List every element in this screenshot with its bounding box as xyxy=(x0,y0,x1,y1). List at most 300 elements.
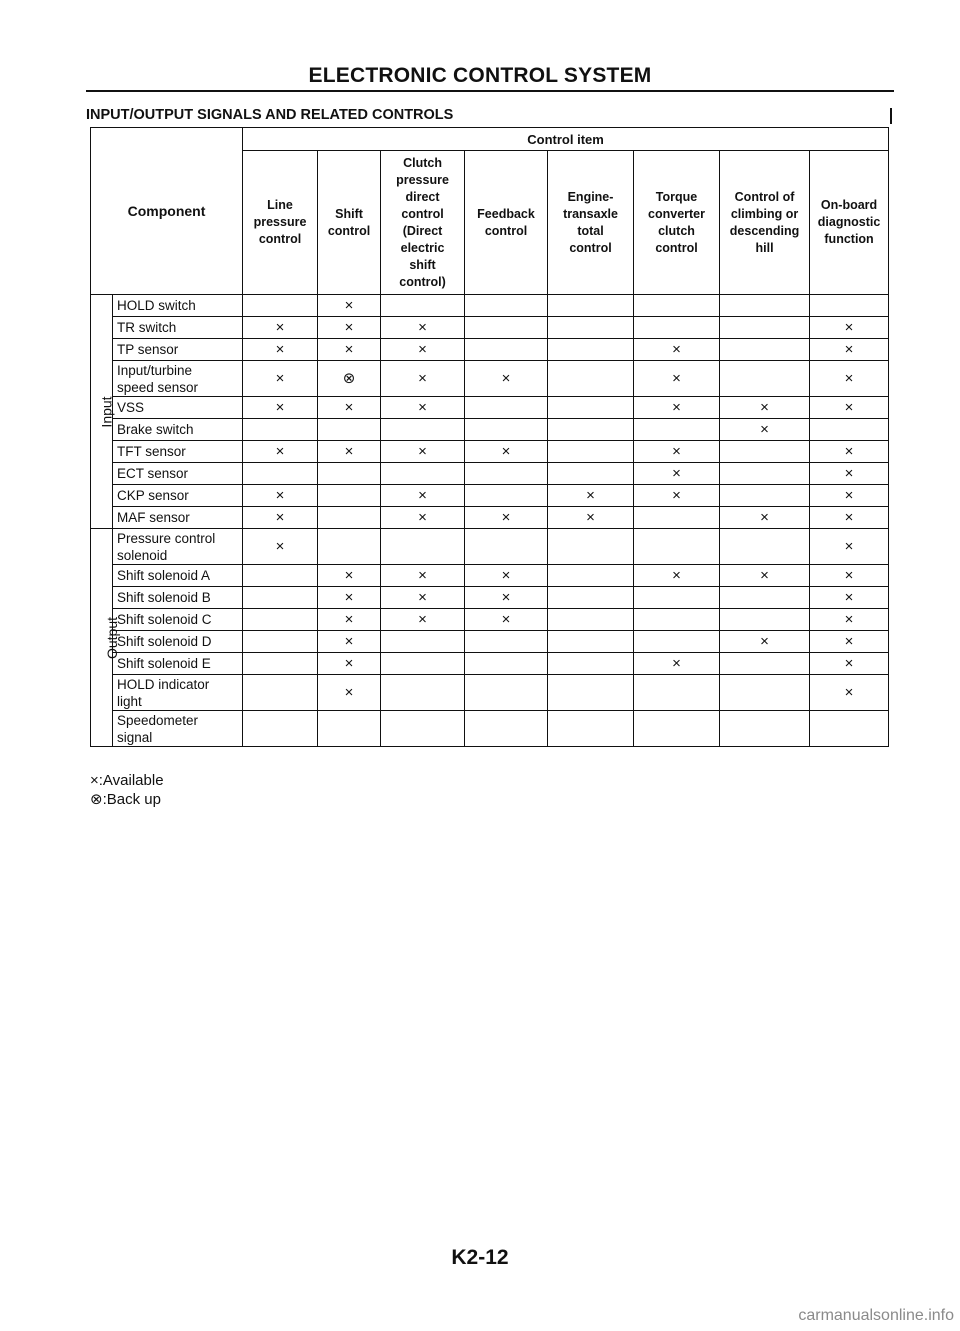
text-line: TR switch xyxy=(117,320,177,335)
table-row xyxy=(91,631,889,653)
table-cell xyxy=(634,565,720,587)
column-header xyxy=(243,151,318,295)
cell-mark: × xyxy=(275,319,285,336)
cell-mark: × xyxy=(501,611,511,628)
cell-mark: × xyxy=(275,370,285,387)
table-cell xyxy=(720,361,810,397)
table-cell xyxy=(720,631,810,653)
cell-mark: × xyxy=(672,370,681,387)
table-cell xyxy=(318,463,381,485)
table-cell xyxy=(634,675,720,711)
component-name xyxy=(113,565,243,587)
component-name xyxy=(113,317,243,339)
text-line: Feedback xyxy=(477,206,535,221)
table-row xyxy=(91,361,889,397)
legend-available xyxy=(90,771,164,790)
title-rule xyxy=(86,90,894,92)
table-row xyxy=(91,397,889,419)
table-cell xyxy=(634,587,720,609)
cell-mark: × xyxy=(760,421,769,438)
cell-mark: × xyxy=(844,443,854,460)
text-line: diagnostic xyxy=(817,215,881,229)
cell-mark: × xyxy=(344,684,354,701)
table-cell xyxy=(634,361,720,397)
table-cell xyxy=(720,339,810,361)
cell-mark: × xyxy=(501,443,511,460)
text-line: transaxle xyxy=(563,206,618,221)
component-name xyxy=(113,609,243,631)
text-line: Shift solenoid A xyxy=(117,568,211,583)
cell-mark: × xyxy=(844,509,854,526)
table-cell xyxy=(720,609,810,631)
table-cell xyxy=(465,419,548,441)
table-cell xyxy=(810,317,889,339)
table-cell xyxy=(548,653,634,675)
table-cell xyxy=(243,675,318,711)
table-cell xyxy=(243,631,318,653)
cell-mark: × xyxy=(418,567,427,584)
component-name xyxy=(113,419,243,441)
group-label-cell xyxy=(91,529,121,747)
cell-mark: × xyxy=(672,341,681,358)
table-cell xyxy=(548,675,634,711)
table-cell xyxy=(548,587,634,609)
table-cell xyxy=(720,463,810,485)
table-cell xyxy=(720,711,810,747)
table-cell xyxy=(810,419,889,441)
cell-mark: × xyxy=(760,567,769,584)
table-cell xyxy=(548,711,634,747)
text-line: control xyxy=(258,232,302,246)
component-name xyxy=(113,711,243,747)
text-line: control) xyxy=(399,274,446,289)
text-line: Pressure control xyxy=(117,530,216,546)
text-line: control xyxy=(484,223,528,238)
cell-mark: × xyxy=(844,465,854,482)
table-cell xyxy=(720,397,810,419)
table-cell xyxy=(548,361,634,397)
cell-mark: × xyxy=(344,633,354,650)
component-name xyxy=(113,463,243,485)
table-cell xyxy=(548,609,634,631)
text-line: TP sensor xyxy=(117,342,179,357)
cell-mark: × xyxy=(672,487,681,504)
cell-mark: × xyxy=(418,443,427,460)
text-line: control xyxy=(655,240,698,255)
cell-mark: × xyxy=(418,509,427,526)
table-cell xyxy=(243,587,318,609)
text-line: Shift solenoid D xyxy=(117,634,212,649)
table-cell xyxy=(810,529,889,565)
cell-mark: × xyxy=(275,443,285,460)
text-line: total xyxy=(577,223,604,238)
table-cell xyxy=(810,507,889,529)
table-cell xyxy=(634,653,720,675)
table-cell xyxy=(465,485,548,507)
table-cell xyxy=(318,397,381,419)
table-cell xyxy=(634,441,720,463)
column-header xyxy=(810,151,889,295)
table-cell xyxy=(465,631,548,653)
table-cell xyxy=(243,361,318,397)
cell-mark: × xyxy=(844,589,854,606)
cell-mark: × xyxy=(672,465,681,482)
table-cell xyxy=(548,441,634,463)
table-cell xyxy=(810,485,889,507)
cell-mark: × xyxy=(418,370,427,387)
cell-mark: × xyxy=(344,443,354,460)
text-line: On-board xyxy=(820,198,878,212)
text-line: MAF sensor xyxy=(117,510,190,525)
table-cell xyxy=(465,361,548,397)
legend xyxy=(90,771,164,809)
table-cell xyxy=(634,317,720,339)
table-row xyxy=(91,565,889,587)
table-cell xyxy=(548,565,634,587)
cell-mark: × xyxy=(275,399,285,416)
text-line: Input/turbine xyxy=(117,362,193,378)
table-cell xyxy=(318,529,381,565)
table-cell xyxy=(548,507,634,529)
page-number: K2-12 xyxy=(451,1246,509,1269)
column-header xyxy=(465,151,548,295)
table-cell xyxy=(548,529,634,565)
table-cell xyxy=(720,529,810,565)
table-cell xyxy=(548,397,634,419)
table-cell xyxy=(381,587,465,609)
table-cell xyxy=(381,631,465,653)
table-cell xyxy=(810,711,889,747)
text-line: CKP sensor xyxy=(117,488,189,503)
table-cell xyxy=(810,441,889,463)
table-cell xyxy=(381,711,465,747)
table-row xyxy=(91,653,889,675)
text-line: control xyxy=(569,240,612,255)
table-cell xyxy=(720,419,810,441)
page-title: ELECTRONIC CONTROL SYSTEM xyxy=(308,64,652,87)
cell-mark: × xyxy=(344,297,354,314)
cell-mark: × xyxy=(672,443,681,460)
component-header: Component xyxy=(91,128,243,295)
text-line: hill xyxy=(755,240,774,255)
legend-symbol: ⊗ xyxy=(90,791,103,808)
table-row xyxy=(91,675,889,711)
table-cell xyxy=(810,587,889,609)
table-cell xyxy=(720,295,810,317)
cell-mark: × xyxy=(672,655,681,672)
table-cell xyxy=(810,361,889,397)
table-cell xyxy=(810,295,889,317)
table-cell xyxy=(634,711,720,747)
text-line: Brake switch xyxy=(117,422,194,437)
cell-mark: × xyxy=(844,319,854,336)
section-heading: INPUT/OUTPUT SIGNALS AND RELATED CONTROLS xyxy=(86,107,454,123)
text-line: Shift solenoid C xyxy=(117,612,212,627)
cell-mark: × xyxy=(275,538,285,555)
cell-mark: × xyxy=(501,509,511,526)
table-cell xyxy=(720,587,810,609)
table-row xyxy=(91,463,889,485)
text-line: function xyxy=(824,232,874,246)
table-cell xyxy=(465,529,548,565)
table-cell xyxy=(381,653,465,675)
legend-text: :Back up xyxy=(102,791,161,808)
text-line: control xyxy=(401,206,444,221)
component-name xyxy=(113,653,243,675)
table-cell xyxy=(381,485,465,507)
component-name xyxy=(113,361,243,397)
column-header xyxy=(381,151,465,295)
text-line: clutch xyxy=(658,223,695,238)
cell-mark: × xyxy=(344,567,354,584)
text-line: shift xyxy=(409,257,436,272)
table-cell xyxy=(318,587,381,609)
table-cell xyxy=(381,317,465,339)
table-cell xyxy=(465,565,548,587)
table-cell xyxy=(634,463,720,485)
text-line: (Direct xyxy=(402,223,443,238)
header-row-control-item xyxy=(91,128,889,151)
table-cell xyxy=(810,339,889,361)
table-cell xyxy=(720,485,810,507)
table-cell xyxy=(243,419,318,441)
table-cell xyxy=(243,565,318,587)
table-row xyxy=(91,609,889,631)
text-line: Control of xyxy=(734,189,795,204)
table-cell xyxy=(634,419,720,441)
table-cell xyxy=(318,339,381,361)
watermark: carmanualsonline.info xyxy=(798,1307,954,1324)
table-cell xyxy=(243,295,318,317)
cell-mark: × xyxy=(344,611,354,628)
table-cell xyxy=(548,317,634,339)
cell-mark: × xyxy=(844,341,854,358)
table-row xyxy=(91,295,889,317)
table-cell xyxy=(243,463,318,485)
cell-mark: × xyxy=(501,370,511,387)
table-row xyxy=(91,507,889,529)
cell-mark: × xyxy=(344,319,354,336)
table-cell xyxy=(465,339,548,361)
text-line: converter xyxy=(648,206,705,221)
table-cell xyxy=(381,397,465,419)
text-line: Torque xyxy=(655,189,698,204)
component-name xyxy=(113,339,243,361)
table-cell xyxy=(465,397,548,419)
text-line: HOLD indicator xyxy=(117,676,210,692)
text-line: speed sensor xyxy=(117,379,199,395)
table-cell xyxy=(243,711,318,747)
table-cell xyxy=(548,419,634,441)
cell-mark: × xyxy=(760,399,769,416)
table-cell xyxy=(381,361,465,397)
cell-mark: × xyxy=(275,487,285,504)
table-cell xyxy=(720,317,810,339)
cell-mark: × xyxy=(344,655,354,672)
table-cell xyxy=(318,675,381,711)
text-line: Engine- xyxy=(567,189,614,204)
table-cell xyxy=(381,463,465,485)
table-cell xyxy=(810,463,889,485)
table-cell xyxy=(720,675,810,711)
group-label: Input xyxy=(98,395,115,428)
table-cell xyxy=(634,507,720,529)
table-row xyxy=(91,529,889,565)
cell-mark: × xyxy=(501,589,511,606)
group-label-cell xyxy=(91,295,113,529)
component-name xyxy=(113,675,243,711)
column-header xyxy=(720,151,810,295)
text-line: signal xyxy=(117,729,153,745)
text-line: control xyxy=(327,223,371,238)
component-name xyxy=(113,507,243,529)
cell-mark: × xyxy=(418,611,427,628)
table-cell xyxy=(634,295,720,317)
text-line: Clutch xyxy=(403,155,442,170)
component-name xyxy=(113,485,243,507)
cell-mark: × xyxy=(844,487,854,504)
table-cell xyxy=(381,529,465,565)
text-line: Shift solenoid E xyxy=(117,656,211,671)
table-cell xyxy=(243,485,318,507)
table-cell xyxy=(465,653,548,675)
cell-mark: × xyxy=(418,399,427,416)
table-cell xyxy=(810,565,889,587)
column-header xyxy=(318,151,381,295)
table-cell xyxy=(465,675,548,711)
table-cell xyxy=(720,507,810,529)
table-cell xyxy=(381,295,465,317)
table-row xyxy=(91,419,889,441)
table-row xyxy=(91,339,889,361)
cell-mark: × xyxy=(844,538,854,555)
cell-mark: × xyxy=(418,341,427,358)
table-row xyxy=(91,441,889,463)
column-header xyxy=(548,151,634,295)
text-line: light xyxy=(117,693,142,709)
table-cell xyxy=(720,653,810,675)
table-cell xyxy=(810,631,889,653)
table-cell xyxy=(634,397,720,419)
text-line: climbing or xyxy=(730,206,799,221)
table-cell xyxy=(634,631,720,653)
table-cell xyxy=(243,609,318,631)
cell-mark: × xyxy=(760,509,769,526)
table-cell xyxy=(465,609,548,631)
text-line: solenoid xyxy=(117,547,168,563)
text-line: direct xyxy=(405,189,440,204)
cell-mark: × xyxy=(586,487,595,504)
table-cell xyxy=(465,711,548,747)
component-name xyxy=(113,397,243,419)
table-cell xyxy=(318,609,381,631)
table-cell xyxy=(243,317,318,339)
group-label: Output xyxy=(104,616,121,659)
component-name xyxy=(113,529,243,565)
table-cell xyxy=(465,317,548,339)
text-line: descending xyxy=(729,223,800,238)
table-cell xyxy=(318,711,381,747)
cell-mark: × xyxy=(275,341,285,358)
column-header xyxy=(634,151,720,295)
table-cell xyxy=(810,397,889,419)
table-cell xyxy=(548,463,634,485)
table-cell xyxy=(810,653,889,675)
table-cell xyxy=(548,295,634,317)
cell-mark: × xyxy=(844,633,854,650)
table-cell xyxy=(465,507,548,529)
table-cell xyxy=(243,507,318,529)
table-cell xyxy=(720,441,810,463)
cell-mark: × xyxy=(344,399,354,416)
text-line: pressure xyxy=(253,215,307,229)
control-item-header: Control item xyxy=(243,128,889,151)
table-cell xyxy=(318,653,381,675)
text-line: Shift solenoid B xyxy=(117,590,211,605)
table-cell xyxy=(318,361,381,397)
table-row xyxy=(91,711,889,747)
text-line: ECT sensor xyxy=(117,466,189,481)
cell-mark: × xyxy=(672,567,681,584)
table-cell xyxy=(634,485,720,507)
component-name xyxy=(113,295,243,317)
cell-mark: ⊗ xyxy=(342,370,356,387)
table-cell xyxy=(381,339,465,361)
table-row xyxy=(91,485,889,507)
table-cell xyxy=(318,295,381,317)
table-cell xyxy=(720,565,810,587)
text-line: Speedometer xyxy=(117,712,199,728)
table-cell xyxy=(318,631,381,653)
table-cell xyxy=(243,397,318,419)
text-line: HOLD switch xyxy=(117,298,196,313)
table-cell xyxy=(381,609,465,631)
cell-mark: × xyxy=(760,633,769,650)
table-cell xyxy=(318,565,381,587)
table-cell xyxy=(243,441,318,463)
cell-mark: × xyxy=(344,589,354,606)
cell-mark: × xyxy=(844,370,854,387)
cell-mark: × xyxy=(844,611,854,628)
table-cell xyxy=(465,441,548,463)
cell-mark: × xyxy=(275,509,285,526)
table-cell xyxy=(548,631,634,653)
legend-text: :Available xyxy=(98,772,164,789)
table-cell xyxy=(381,507,465,529)
cell-mark: × xyxy=(844,567,854,584)
table-cell xyxy=(318,485,381,507)
table-cell xyxy=(634,339,720,361)
legend-symbol: × xyxy=(90,772,99,789)
legend-back-up xyxy=(90,790,164,809)
table-cell xyxy=(634,609,720,631)
table-cell xyxy=(465,295,548,317)
table-cell xyxy=(243,653,318,675)
table-cell xyxy=(318,317,381,339)
table-cell xyxy=(548,485,634,507)
table-cell xyxy=(634,529,720,565)
table-cell xyxy=(465,463,548,485)
table-cell xyxy=(381,419,465,441)
text-line: VSS xyxy=(117,400,145,415)
cell-mark: × xyxy=(844,399,854,416)
cell-mark: × xyxy=(344,341,354,358)
text-line: Shift xyxy=(335,206,363,221)
table-cell xyxy=(318,507,381,529)
component-name xyxy=(113,631,243,653)
cell-mark: × xyxy=(586,509,595,526)
table-cell xyxy=(810,675,889,711)
